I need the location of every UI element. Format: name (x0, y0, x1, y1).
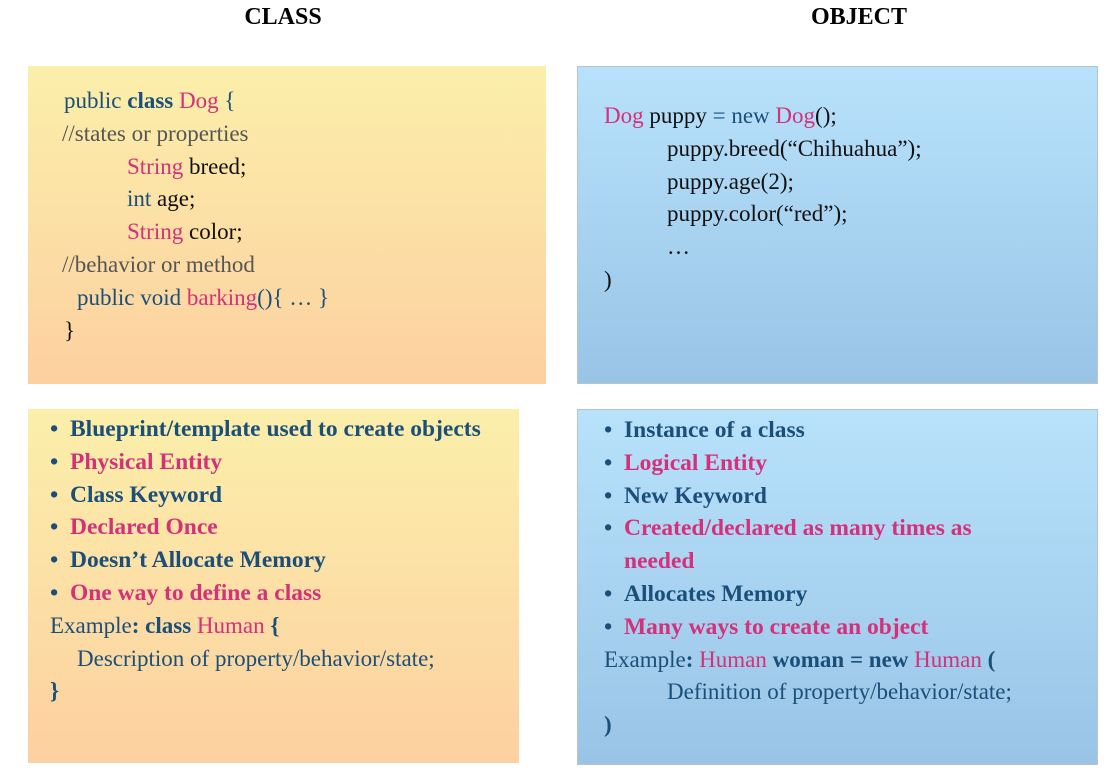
object-example-line: Example: Human woman = new Human ( (604, 646, 996, 672)
class-code-line-1: public class Dog { (64, 88, 236, 113)
class-code-field-color: String color; (127, 219, 243, 245)
class-code-method: public void barking(){ … } (77, 284, 330, 310)
class-example-line: Example: class Human { (50, 612, 280, 638)
object-point-allocates-memory: • Allocates Memory (604, 578, 1097, 611)
object-points-panel (577, 409, 1098, 765)
class-code-field-breed: String breed; (127, 153, 247, 179)
class-example-body: Description of property/behavior/state; (77, 645, 435, 671)
object-code-line-1: Dog puppy = new Dog(); (604, 103, 837, 128)
object-code-breed: puppy.breed(“Chihuahua”); (667, 135, 922, 161)
object-point-many-ways: • Many ways to create an object (604, 611, 1097, 644)
class-points-list (50, 413, 519, 610)
class-code-panel (28, 66, 546, 384)
object-point-instance: • Instance of a class (604, 414, 1097, 447)
object-code-close: ) (604, 266, 612, 292)
class-code-comment-behavior: //behavior or method (62, 251, 255, 277)
object-code-color: puppy.color(“red”); (667, 201, 848, 227)
class-point-physical-entity: • Physical Entity (50, 446, 519, 479)
class-example-close: } (50, 678, 60, 704)
object-example-body: Definition of property/behavior/state; (667, 679, 1012, 705)
object-point-created-many: • Created/declared as many times as needed (604, 512, 1044, 578)
object-heading: OBJECT (810, 4, 908, 30)
object-point-new-keyword: • New Keyword (604, 480, 1097, 513)
class-code-comment-states: //states or properties (62, 120, 249, 146)
object-point-logical-entity: • Logical Entity (604, 447, 1097, 480)
class-point-no-memory: • Doesn’t Allocate Memory (50, 544, 519, 577)
object-example-close: ) (604, 712, 612, 738)
object-points-list (604, 414, 1097, 644)
object-code-panel (577, 66, 1098, 384)
class-code-close: } (64, 317, 76, 343)
class-point-class-keyword: • Class Keyword (50, 479, 519, 512)
class-heading: CLASS (244, 4, 322, 30)
object-code-age: puppy.age(2); (667, 168, 794, 194)
class-point-one-way: • One way to define a class (50, 577, 519, 610)
object-code-ellipsis: … (667, 234, 690, 260)
class-point-declared-once: • Declared Once (50, 511, 519, 544)
class-code-field-age: int age; (127, 186, 196, 212)
class-points-panel (28, 409, 519, 763)
class-point-blueprint: • Blueprint/template used to create objects (50, 413, 519, 446)
